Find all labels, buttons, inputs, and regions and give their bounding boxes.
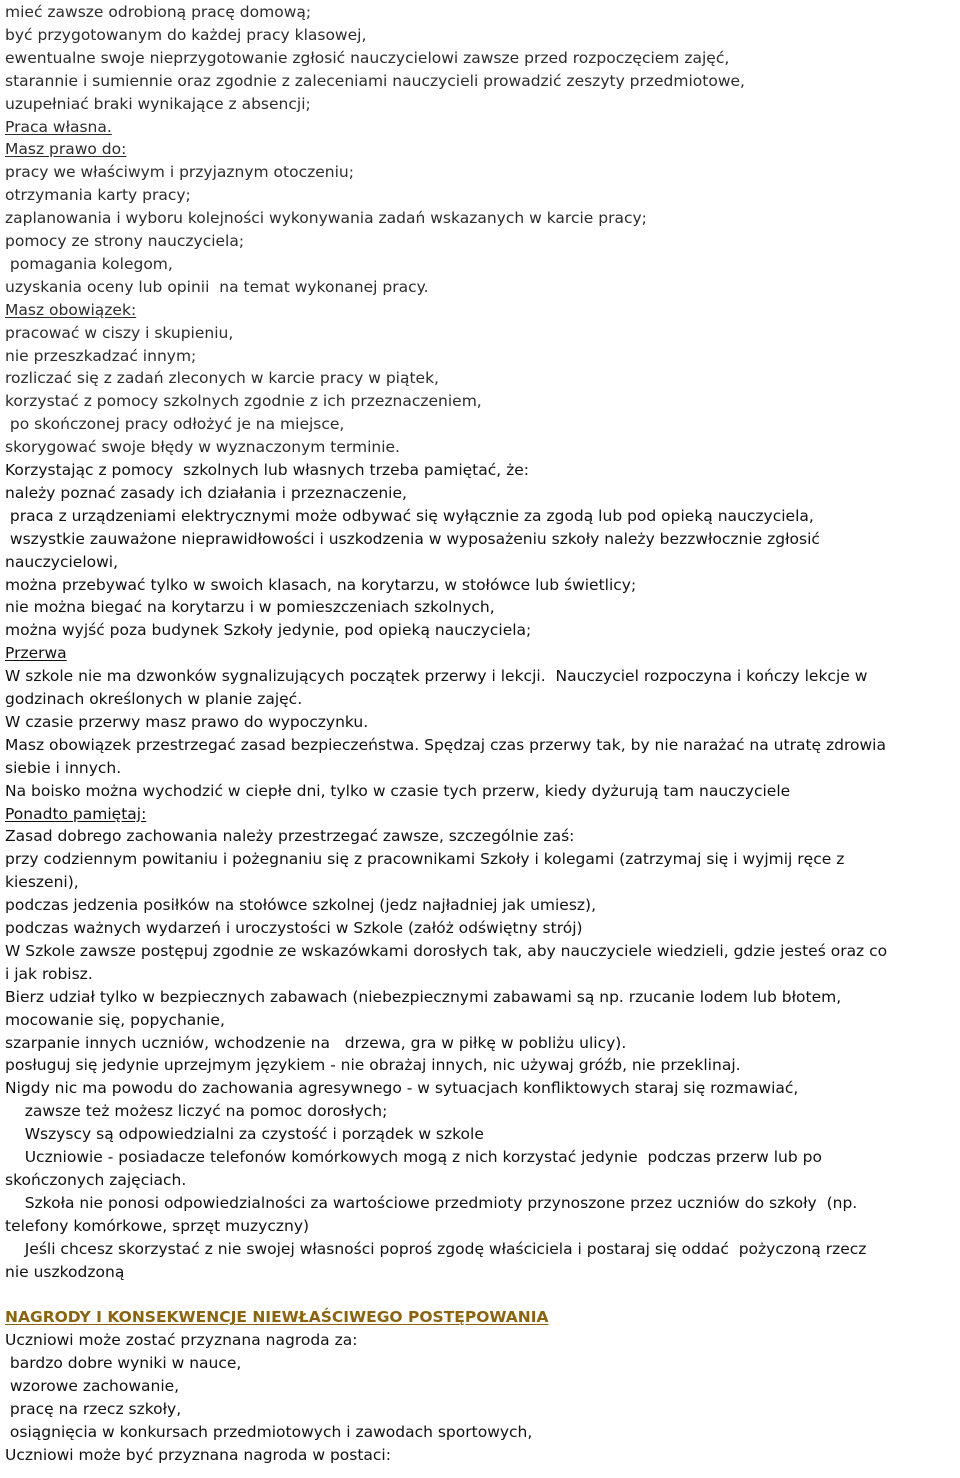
text-line (5, 436, 958, 459)
line-text: Korzystając z pomocy szkolnych lub własnych trzeba pamiętać, że: (5, 461, 530, 479)
text-line (5, 70, 958, 93)
text-line (5, 711, 958, 734)
line-text: po skończonej pracy odłożyć je na miejsce, (5, 415, 345, 434)
text-line (5, 940, 958, 963)
line-text: Zasad dobrego zachowania należy przestrzegać zawsze, szczególnie zaś: (5, 827, 575, 846)
line-text: posługuj się jedynie uprzejmym językiem - nie obrażaj innych, nic używaj gróźb, nie przeklinaj. (5, 1056, 741, 1075)
line-text: zaplanowania i wyboru kolejności wykonywania zadań wskazanych w karcie pracy; (5, 209, 647, 228)
section-heading (5, 1306, 958, 1329)
line-text: bardzo dobre wyniki w nauce, (5, 1354, 242, 1373)
text-line (5, 138, 958, 161)
line-text: Uczniowi może być przyznana nagroda w postaci: (5, 1445, 391, 1464)
text-line (5, 1, 958, 24)
text-line (5, 1238, 958, 1261)
line-text: i jak robisz. (5, 964, 93, 983)
text-line (5, 207, 958, 230)
line-text: Masz prawo do: (5, 140, 127, 159)
line-text: praca z urządzeniami elektrycznymi może odbywać się wyłącznie za zgodą lub pod opieką nauczyciela, (5, 506, 814, 525)
line-text: wzorowe zachowanie, (5, 1377, 180, 1395)
text-line (5, 93, 958, 116)
text-line (5, 1421, 958, 1444)
text-line (5, 963, 958, 986)
line-text: można wyjść poza budynek Szkoły jedynie, pod opieką nauczyciela; (5, 621, 532, 640)
text-line (5, 230, 958, 253)
text-line (5, 688, 958, 711)
text-line (5, 1283, 958, 1306)
line-text: przy codziennym powitaniu i pożegnaniu się z pracownikami Szkoły i kolegami (zatrzymaj się i wyjmij ręce z (5, 850, 845, 869)
text-line (5, 1032, 958, 1055)
line-text: kieszeni), (5, 873, 79, 892)
text-line (5, 1329, 958, 1352)
text-line (5, 505, 958, 528)
text-line (5, 1215, 958, 1238)
line-text: Masz obowiązek przestrzegać zasad bezpieczeństwa. Spędzaj czas przerwy tak, by nie narażać na utratę zdrowia (5, 735, 886, 754)
text-line (5, 1444, 958, 1467)
text-line (5, 1375, 958, 1398)
line-text: pracy we właściwym i przyjaznym otoczeniu; (5, 163, 354, 182)
text-line (5, 276, 958, 299)
line-text: Masz obowiązek: (5, 300, 137, 319)
line-text: Jeśli chcesz skorzystać z nie swojej własności poproś zgodę właściciela i postaraj się oddać pożyczoną rzecz (5, 1239, 867, 1258)
line-text: skorygować swoje błędy w wyznaczonym terminie. (5, 438, 400, 457)
line-text: uzyskania oceny lub opinii na temat wykonanej pracy. (5, 277, 429, 296)
text-line (5, 848, 958, 871)
text-line (5, 574, 958, 597)
line-text: szarpanie innych uczniów, wchodzenie na drzewa, gra w piłkę w pobliżu ulicy). (5, 1033, 627, 1052)
text-line (5, 482, 958, 505)
line-text: Na boisko można wychodzić w ciepłe dni, tylko w czasie tych przerw, kiedy dyżurują tam nauczyciele (5, 781, 791, 800)
text-line (5, 390, 958, 413)
line-text: Uczniowi może zostać przyznana nagroda za: (5, 1331, 358, 1350)
line-text: osiągnięcia w konkursach przedmiotowych i zawodach sportowych, (5, 1422, 533, 1441)
line-text: skończonych zajęciach. (5, 1170, 187, 1189)
text-line (5, 665, 958, 688)
text-line (5, 413, 958, 436)
text-line (5, 917, 958, 940)
text-line (5, 894, 958, 917)
line-text: NAGRODY I KONSEKWENCJE NIEWŁAŚCIWEGO POSTĘPOWANIA (5, 1308, 549, 1327)
line-text: otrzymania karty pracy; (5, 186, 191, 205)
text-line (5, 459, 958, 482)
text-line (5, 1261, 958, 1284)
line-text: korzystać z pomocy szkolnych zgodnie z ich przeznaczeniem, (5, 392, 482, 411)
line-text: Wszyscy są odpowiedzialni za czystość i porządek w szkole (5, 1125, 484, 1144)
text-line (5, 780, 958, 803)
line-text: pracować w ciszy i skupieniu, (5, 323, 234, 342)
text-line (5, 757, 958, 780)
line-text: W czasie przerwy masz prawo do wypoczynku. (5, 712, 369, 731)
text-line (5, 642, 958, 665)
text-line (5, 803, 958, 826)
text-line (5, 1146, 958, 1169)
text-line (5, 871, 958, 894)
line-text: Przerwa (5, 644, 67, 663)
text-line (5, 1100, 958, 1123)
text-line (5, 1398, 958, 1421)
line-text: podczas ważnych wydarzeń i uroczystości w Szkole (załóż odświętny strój) (5, 919, 583, 937)
line-text: Ponadto pamiętaj: (5, 804, 147, 823)
line-text: pomagania kolegom, (5, 254, 173, 273)
line-text: W szkole nie ma dzwonków sygnalizujących początek przerwy i lekcji. Nauczyciel rozpoczyna i kończy lekcje w (5, 667, 868, 686)
text-line (5, 322, 958, 345)
line-text: ewentualne swoje nieprzygotowanie zgłosić nauczycielowi zawsze przed rozpoczęciem zajęć, (5, 48, 730, 67)
line-text: zawsze też możesz liczyć na pomoc dorosłych; (5, 1102, 388, 1121)
text-line (5, 528, 958, 551)
text-line (5, 116, 958, 139)
text-line (5, 1352, 958, 1375)
line-text: nie można biegać na korytarzu i w pomieszczeniach szkolnych, (5, 598, 495, 617)
text-line (5, 345, 958, 368)
line-text: Nigdy nic ma powodu do zachowania agresywnego - w sytuacjach konfliktowych staraj się rozmawiać, (5, 1079, 799, 1098)
line-text: siebie i innych. (5, 758, 122, 777)
line-text: W Szkole zawsze postępuj zgodnie ze wskazówkami dorosłych tak, aby nauczyciele wiedzieli, gdzie jesteś oraz co (5, 941, 888, 960)
line-text: uzupełniać braki wynikające z absencji; (5, 94, 311, 113)
text-line (5, 47, 958, 70)
line-text: godzinach określonych w planie zajęć. (5, 690, 303, 708)
line-text: należy poznać zasady ich działania i przeznaczenie, (5, 483, 407, 502)
line-text: starannie i sumiennie oraz zgodnie z zaleceniami nauczycieli prowadzić zeszyty przedmiotowe, (5, 71, 745, 90)
text-line (5, 734, 958, 757)
line-text: nauczycielowi, (5, 552, 119, 571)
line-text: mieć zawsze odrobioną pracę domową; (5, 3, 312, 21)
text-line (5, 1192, 958, 1215)
text-line (5, 1054, 958, 1077)
line-text: można przebywać tylko w swoich klasach, na korytarzu, w stołówce lub świetlicy; (5, 575, 637, 594)
text-line (5, 825, 958, 848)
text-line (5, 1009, 958, 1032)
line-text: telefony komórkowe, sprzęt muzyczny) (5, 1216, 310, 1235)
text-line (5, 1077, 958, 1100)
text-line (5, 161, 958, 184)
text-line (5, 184, 958, 207)
text-line (5, 986, 958, 1009)
line-text: mocowanie się, popychanie, (5, 1010, 225, 1029)
line-text: pomocy ze strony nauczyciela; (5, 232, 245, 250)
line-text: nie uszkodzoną (5, 1262, 125, 1281)
line-text: nie przeszkadzać innym; (5, 346, 197, 365)
line-text: rozliczać się z zadań zleconych w karcie pracy w piątek, (5, 369, 439, 388)
line-text: pracę na rzecz szkoły, (5, 1399, 182, 1418)
line-text: podczas jedzenia posiłków na stołówce szkolnej (jedz najładniej jak umiesz), (5, 896, 597, 915)
text-line (5, 1169, 958, 1192)
text-line (5, 619, 958, 642)
text-line (5, 253, 958, 276)
line-text: Uczniowie - posiadacze telefonów komórkowych mogą z nich korzystać jedynie podczas przerw lub po (5, 1148, 822, 1166)
text-line (5, 551, 958, 574)
line-text: Szkoła nie ponosi odpowiedzialności za wartościowe przedmioty przynoszone przez uczniów do szkoły (np. (5, 1193, 858, 1212)
text-line (5, 367, 958, 390)
line-text: Praca własna. (5, 117, 112, 136)
text-line (5, 299, 958, 322)
line-text: być przygotowanym do każdej pracy klasowej, (5, 25, 367, 44)
line-text: Bierz udział tylko w bezpiecznych zabawach (niebezpiecznymi zabawami są np. rzucanie lodem lub błotem, (5, 987, 842, 1006)
text-line (5, 596, 958, 619)
text-line (5, 1123, 958, 1146)
text-line (5, 24, 958, 47)
line-text: wszystkie zauważone nieprawidłowości i uszkodzenia w wyposażeniu szkoły należy bezzwłocznie zgłosić (5, 529, 820, 548)
